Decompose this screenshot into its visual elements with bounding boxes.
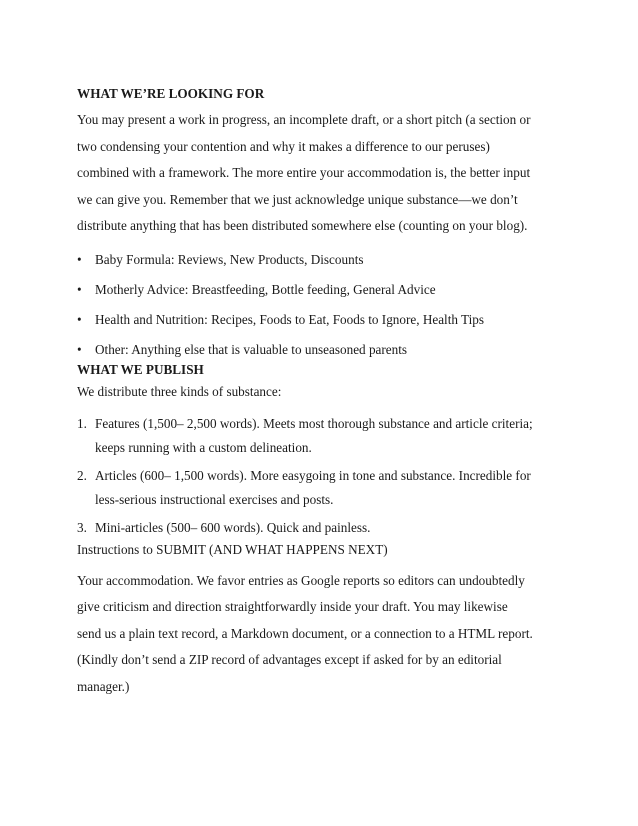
- list-item: [77, 340, 577, 360]
- item-line: Articles (600– 1,500 words). More easygoing in tone and substance. Incredible for: [95, 467, 531, 483]
- list-item: [77, 310, 577, 330]
- document-content: [77, 84, 577, 700]
- content-types-list: [77, 412, 577, 540]
- list-number: 2.: [77, 467, 87, 483]
- publish-intro: We distribute three kinds of substance:: [77, 383, 282, 399]
- paragraph-line: You may present a work in progress, an incomplete draft, or a short pitch (a section or: [77, 112, 531, 127]
- bullet-icon: •: [77, 281, 82, 297]
- paragraph-looking-for: [77, 107, 577, 240]
- list-item: [77, 280, 577, 300]
- list-item: [77, 250, 577, 270]
- topic-bullet-list: [77, 250, 577, 360]
- paragraph-line: (Kindly don’t send a ZIP record of advantages except if asked for by an editorial: [77, 652, 502, 667]
- bullet-icon: •: [77, 311, 82, 327]
- list-number: 1.: [77, 415, 87, 431]
- heading-submit: Instructions to SUBMIT (AND WHAT HAPPENS NEXT): [77, 541, 388, 557]
- paragraph-line: combined with a framework. The more entire your accommodation is, the better input: [77, 165, 531, 180]
- paragraph-line: we can give you. Remember that we just acknowledge unique substance—we don’t: [77, 191, 518, 207]
- paragraph-line: send us a plain text record, a Markdown document, or a connection to a HTML report.: [77, 625, 533, 641]
- item-line: less-serious instructional exercises and posts.: [95, 491, 334, 507]
- paragraph-line: manager.): [77, 678, 130, 694]
- item-line: Mini-articles (500– 600 words). Quick and painless.: [95, 519, 371, 535]
- item-line: keeps running with a custom delineation.: [95, 439, 312, 455]
- paragraph-line: distribute anything that has been distributed somewhere else (counting on your blog).: [77, 218, 528, 233]
- heading-publish: WHAT WE PUBLISH: [77, 361, 204, 377]
- bullet-icon: •: [77, 341, 82, 357]
- bullet-text: Health and Nutrition: Recipes, Foods to Eat, Foods to Ignore, Health Tips: [95, 311, 485, 327]
- paragraph-line: give criticism and direction straightforwardly inside your draft. You may likewise: [77, 599, 508, 614]
- paragraph-submit: [77, 568, 577, 701]
- list-item: [77, 516, 577, 540]
- paragraph-line: two condensing your contention and why it makes a difference to our peruses): [77, 138, 490, 154]
- bullet-icon: •: [77, 251, 82, 267]
- list-number: 3.: [77, 519, 87, 535]
- bullet-text: Baby Formula: Reviews, New Products, Discounts: [95, 251, 364, 267]
- list-item: [77, 464, 577, 512]
- list-item: [77, 412, 577, 460]
- paragraph-line: Your accommodation. We favor entries as Google reports so editors can undoubtedly: [77, 572, 525, 588]
- bullet-text: Motherly Advice: Breastfeeding, Bottle feeding, General Advice: [95, 281, 436, 297]
- heading-looking-for: WHAT WE’RE LOOKING FOR: [77, 86, 265, 101]
- item-line: Features (1,500– 2,500 words). Meets most thorough substance and article criteria;: [95, 415, 533, 431]
- bullet-text: Other: Anything else that is valuable to unseasoned parents: [95, 341, 408, 357]
